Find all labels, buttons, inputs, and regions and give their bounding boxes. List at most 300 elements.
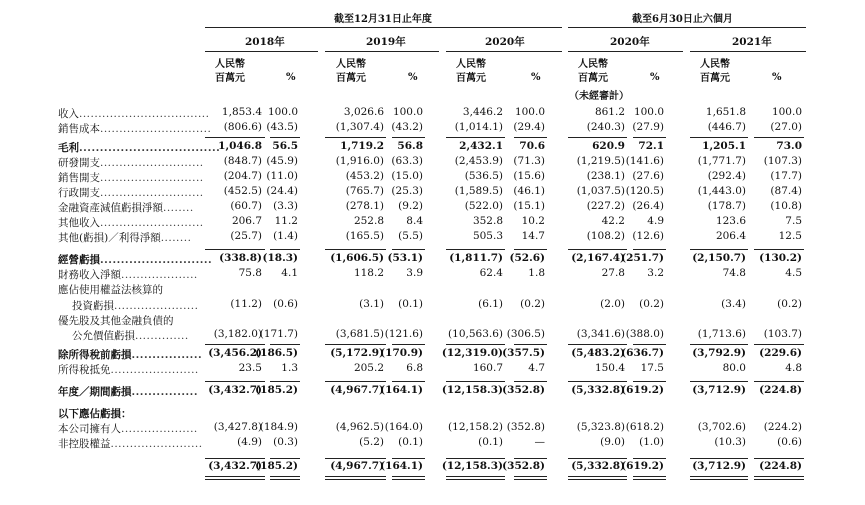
rule-segment: [205, 249, 265, 250]
cell-value: 1,205.1: [702, 140, 746, 152]
cell-value: 14.7: [521, 230, 545, 242]
cell-value: (52.6): [509, 252, 545, 264]
cell-value: (15.1): [513, 200, 545, 212]
cell-value: (10.8): [770, 200, 802, 212]
cell-value: 42.2: [601, 215, 625, 227]
rule-segment: [514, 479, 547, 480]
year-header-2021-h1: 2021年: [732, 36, 772, 48]
cell-value: (4,967.7): [330, 460, 384, 472]
cell-value: (10.3): [714, 436, 746, 448]
table-row: [0, 362, 865, 376]
cell-value: (3,341.6): [576, 328, 625, 340]
rule-segment: [446, 344, 505, 345]
cell-value: 72.1: [638, 140, 664, 152]
cell-value: (292.4): [707, 170, 746, 182]
cell-value: (204.7): [223, 170, 262, 182]
cell-value: (1,307.4): [335, 121, 384, 133]
cell-value: (27.0): [770, 121, 802, 133]
cell-value: (4,967.7): [330, 384, 384, 396]
row-label: 收入..................................: [58, 108, 210, 120]
cell-value: (636.7): [621, 347, 664, 359]
cell-value: (18.3): [262, 252, 298, 264]
cell-value: (186.5): [255, 347, 298, 359]
year-rule-2019: [325, 51, 439, 52]
cell-value: (3,432.7): [208, 460, 262, 472]
cell-value: (0.1): [478, 436, 503, 448]
cell-value: 3,446.2: [462, 106, 503, 118]
row-label: 銷售成本.............................: [58, 123, 212, 135]
cell-value: (5,483.2): [571, 347, 625, 359]
rule-segment: [392, 137, 425, 138]
row-label: 年度／期間虧損................: [58, 386, 198, 398]
cell-value: (130.2): [759, 252, 802, 264]
cell-value: (12,319.0): [441, 347, 503, 359]
cell-value: (3,182.0): [213, 328, 262, 340]
cell-value: (227.2): [586, 200, 625, 212]
cell-value: (0.2): [520, 298, 545, 310]
row-label: 公允價值虧損..............: [72, 330, 189, 342]
cell-value: (164.1): [380, 384, 423, 396]
rule-segment: [754, 479, 804, 480]
table-row: [0, 436, 865, 450]
cell-value: (63.3): [391, 155, 423, 167]
rule-segment: [270, 476, 300, 477]
year-rule-2018: [205, 51, 318, 52]
cell-value: —: [534, 436, 545, 448]
rule-segment: [514, 249, 547, 250]
rule-segment: [754, 381, 804, 382]
row-label: 非控股權益........................: [58, 438, 203, 450]
cell-value: 100.0: [514, 106, 545, 118]
cell-value: (45.9): [266, 155, 298, 167]
rule-segment: [633, 344, 666, 345]
cell-value: (0.2): [777, 298, 802, 310]
cell-value: (352.8): [506, 421, 545, 433]
rule-segment: [633, 381, 666, 382]
cell-value: (121.6): [384, 328, 423, 340]
cell-value: (1,219.5): [576, 155, 625, 167]
cell-value: (1,589.5): [454, 185, 503, 197]
rule-segment: [325, 344, 386, 345]
cell-value: (224.2): [763, 421, 802, 433]
year-rule-2021-h1: [690, 51, 806, 52]
cell-value: (619.2): [621, 384, 664, 396]
rule-segment: [568, 249, 627, 250]
row-label: 其他(虧損)／利得淨額........: [58, 232, 192, 244]
cell-value: 150.4: [594, 362, 625, 374]
table-row: [0, 384, 865, 398]
cell-value: (357.5): [502, 347, 545, 359]
rule-segment: [568, 381, 627, 382]
cell-value: (185.2): [255, 384, 298, 396]
rule-segment: [514, 381, 547, 382]
year-header-2018: 2018年: [245, 36, 285, 48]
cell-value: (53.1): [387, 252, 423, 264]
cell-value: (164.1): [380, 460, 423, 472]
row-label: 除所得稅前虧損.................: [58, 349, 203, 361]
row-label: 銷售開支...........................: [58, 172, 204, 184]
cell-value: (1.0): [639, 436, 664, 448]
cell-value: 3,026.6: [343, 106, 384, 118]
rule-segment: [270, 479, 300, 480]
cell-value: (229.6): [759, 347, 802, 359]
cell-value: (25.3): [391, 185, 423, 197]
cell-value: (24.4): [266, 185, 298, 197]
cell-value: (4.9): [237, 436, 262, 448]
cell-value: (9.0): [600, 436, 625, 448]
row-label: 投資虧損......................: [72, 300, 199, 312]
unit-2021-h1: 人民幣 百萬元: [700, 59, 730, 84]
row-label: 研發開支...........................: [58, 157, 204, 169]
cell-value: 7.5: [785, 215, 802, 227]
rule-segment: [690, 344, 748, 345]
header-six-months: 截至6月30日止六個月: [632, 14, 733, 25]
cell-value: (3.1): [359, 298, 384, 310]
cell-value: (43.5): [266, 121, 298, 133]
cell-value: 1.8: [528, 267, 545, 279]
row-label: 經營虧損...........................: [58, 254, 213, 266]
year-header-2020: 2020年: [485, 36, 525, 48]
rule-segment: [690, 458, 748, 459]
rule-segment: [325, 249, 386, 250]
cell-value: (1.4): [273, 230, 298, 242]
cell-value: (452.5): [223, 185, 262, 197]
cell-value: (352.8): [502, 384, 545, 396]
cell-value: 1,719.2: [340, 140, 384, 152]
rule-segment: [446, 137, 505, 138]
cell-value: (17.7): [770, 170, 802, 182]
cell-value: (71.3): [513, 155, 545, 167]
cell-value: (352.8): [502, 460, 545, 472]
rule-segment: [568, 458, 627, 459]
cell-value: (26.4): [632, 200, 664, 212]
cell-value: (1,443.0): [697, 185, 746, 197]
unit-2020-h1: 人民幣 百萬元: [578, 59, 608, 84]
cell-value: 505.3: [472, 230, 503, 242]
cell-value: (3,792.9): [692, 347, 746, 359]
cell-value: (338.8): [219, 252, 262, 264]
rule-segment: [633, 479, 666, 480]
rule-segment: [633, 137, 666, 138]
cell-value: 206.4: [715, 230, 746, 242]
cell-value: 2,432.1: [459, 140, 503, 152]
cell-value: 4.1: [281, 267, 298, 279]
rule-segment: [392, 458, 425, 459]
cell-value: (224.8): [759, 384, 802, 396]
cell-value: (29.4): [513, 121, 545, 133]
cell-value: (12,158.3): [441, 384, 503, 396]
cell-value: (2,150.7): [692, 252, 746, 264]
cell-value: 160.7: [472, 362, 503, 374]
cell-value: (0.2): [639, 298, 664, 310]
cell-value: 27.8: [601, 267, 625, 279]
cell-value: 23.5: [238, 362, 262, 374]
cell-value: 75.8: [238, 267, 262, 279]
table-row: [0, 282, 865, 296]
cell-value: (141.6): [625, 155, 664, 167]
table-row: [0, 170, 865, 184]
row-label: 毛利..................................: [58, 142, 221, 154]
cell-value: (806.6): [223, 121, 262, 133]
rule-segment: [446, 249, 505, 250]
cell-value: (2,453.9): [454, 155, 503, 167]
year-rule-2020-h1: [568, 51, 683, 52]
cell-value: (238.1): [586, 170, 625, 182]
year-header-2019: 2019年: [366, 36, 406, 48]
cell-value: (0.6): [273, 298, 298, 310]
rule-segment: [270, 381, 300, 382]
cell-value: 861.2: [594, 106, 625, 118]
cell-value: (15.0): [391, 170, 423, 182]
row-label: 其他收入...........................: [58, 217, 204, 229]
rule-segment: [205, 476, 265, 477]
table-row: [0, 200, 865, 214]
rule-segment: [754, 344, 804, 345]
rule-segment: [754, 137, 804, 138]
row-label: 行政開支...........................: [58, 187, 204, 199]
cell-value: (522.0): [464, 200, 503, 212]
cell-value: (107.3): [763, 155, 802, 167]
cell-value: (240.3): [586, 121, 625, 133]
cell-value: (87.4): [770, 185, 802, 197]
cell-value: (3.4): [721, 298, 746, 310]
cell-value: (5.2): [359, 436, 384, 448]
cell-value: 73.0: [776, 140, 802, 152]
cell-value: (165.5): [345, 230, 384, 242]
cell-value: (536.5): [464, 170, 503, 182]
rule-segment: [392, 479, 425, 480]
table-row: [0, 347, 865, 361]
cell-value: (453.2): [345, 170, 384, 182]
rule-segment: [754, 476, 804, 477]
cell-value: (4,962.5): [335, 421, 384, 433]
cell-value: (43.2): [391, 121, 423, 133]
row-label: 所得稅抵免.......................: [58, 364, 199, 376]
cell-value: (0.1): [398, 298, 423, 310]
cell-value: (5,172.9): [330, 347, 384, 359]
cell-value: 4.5: [785, 267, 802, 279]
year-header-2020-h1: 2020年: [610, 36, 650, 48]
cell-value: 118.2: [353, 267, 384, 279]
cell-value: (25.7): [230, 230, 262, 242]
cell-value: 70.6: [519, 140, 545, 152]
rule-segment: [633, 458, 666, 459]
table-row: [0, 185, 865, 199]
cell-value: (1,713.6): [697, 328, 746, 340]
rule-segment: [568, 137, 627, 138]
cell-value: (3,456.2): [208, 347, 262, 359]
cell-value: (1,771.7): [697, 155, 746, 167]
pct-2020-h1: %: [650, 72, 660, 83]
rule-segment: [514, 476, 547, 477]
cell-value: 3.9: [406, 267, 423, 279]
rule-segment: [392, 249, 425, 250]
cell-value: (185.2): [255, 460, 298, 472]
header-rule-year: [205, 27, 562, 28]
table-row: [0, 121, 865, 135]
header-rule-six: [568, 27, 806, 28]
cell-value: 6.8: [406, 362, 423, 374]
table-row: [0, 460, 865, 474]
rule-segment: [754, 249, 804, 250]
cell-value: (1,014.1): [454, 121, 503, 133]
cell-value: (2,167.4): [571, 252, 625, 264]
cell-value: 4.7: [528, 362, 545, 374]
cell-value: (5,332.8): [571, 384, 625, 396]
cell-value: (848.7): [223, 155, 262, 167]
rule-segment: [690, 381, 748, 382]
cell-value: (184.9): [259, 421, 298, 433]
cell-value: (170.9): [380, 347, 423, 359]
table-row: [0, 252, 865, 266]
cell-value: (3,712.9): [692, 460, 746, 472]
cell-value: 4.8: [785, 362, 802, 374]
rule-segment: [446, 381, 505, 382]
rule-segment: [325, 381, 386, 382]
rule-segment: [325, 458, 386, 459]
table-row: [0, 298, 865, 312]
cell-value: (3.3): [273, 200, 298, 212]
rule-segment: [754, 458, 804, 459]
cell-value: (60.7): [230, 200, 262, 212]
row-label: 應佔使用權益法核算的: [58, 284, 163, 296]
rule-segment: [568, 476, 627, 477]
rule-segment: [325, 479, 386, 480]
cell-value: (1,037.5): [576, 185, 625, 197]
cell-value: (446.7): [707, 121, 746, 133]
cell-value: (306.5): [506, 328, 545, 340]
cell-value: (3,427.8): [213, 421, 262, 433]
rule-segment: [568, 344, 627, 345]
rule-segment: [270, 458, 300, 459]
cell-value: 205.2: [353, 362, 384, 374]
table-row: [0, 406, 865, 420]
cell-value: (224.8): [759, 460, 802, 472]
cell-value: 100.0: [392, 106, 423, 118]
rule-segment: [446, 458, 505, 459]
cell-value: (0.3): [273, 436, 298, 448]
cell-value: 100.0: [267, 106, 298, 118]
cell-value: 1,046.8: [218, 140, 262, 152]
rule-segment: [514, 344, 547, 345]
cell-value: (9.2): [398, 200, 423, 212]
rule-segment: [392, 476, 425, 477]
cell-value: 3.2: [647, 267, 664, 279]
header-year-ended: 截至12月31日止年度: [334, 14, 432, 25]
unaudited-note: （未經審計）: [569, 91, 629, 102]
cell-value: (178.7): [707, 200, 746, 212]
rule-segment: [514, 458, 547, 459]
cell-value: (765.7): [345, 185, 384, 197]
cell-value: (3,681.5): [335, 328, 384, 340]
rule-segment: [446, 479, 505, 480]
cell-value: 100.0: [633, 106, 664, 118]
rule-segment: [568, 479, 627, 480]
cell-value: (0.6): [777, 436, 802, 448]
table-row: [0, 267, 865, 281]
row-label: 本公司擁有人....................: [58, 423, 198, 435]
cell-value: (278.1): [345, 200, 384, 212]
rule-segment: [633, 476, 666, 477]
cell-value: (1,916.0): [335, 155, 384, 167]
rule-segment: [392, 344, 425, 345]
cell-value: (27.6): [632, 170, 664, 182]
cell-value: 1.3: [281, 362, 298, 374]
cell-value: (10,563.6): [448, 328, 503, 340]
rule-segment: [690, 249, 748, 250]
cell-value: 252.8: [353, 215, 384, 227]
table-row: [0, 328, 865, 342]
table-row: [0, 155, 865, 169]
cell-value: (619.2): [621, 460, 664, 472]
rule-segment: [270, 344, 300, 345]
cell-value: (11.2): [230, 298, 262, 310]
cell-value: (5.5): [398, 230, 423, 242]
rule-segment: [633, 249, 666, 250]
pct-2019: %: [408, 72, 418, 83]
table-row: [0, 313, 865, 327]
unit-2020: 人民幣 百萬元: [456, 59, 486, 84]
rule-segment: [205, 137, 265, 138]
cell-value: (251.7): [621, 252, 664, 264]
year-rule-2020: [446, 51, 562, 52]
table-row: [0, 215, 865, 229]
rule-segment: [690, 476, 748, 477]
rule-segment: [325, 476, 386, 477]
cell-value: 206.7: [231, 215, 262, 227]
rule-segment: [270, 249, 300, 250]
cell-value: 620.9: [592, 140, 625, 152]
cell-value: (108.2): [586, 230, 625, 242]
rule-segment: [392, 381, 425, 382]
cell-value: 123.6: [715, 215, 746, 227]
rule-segment: [514, 137, 547, 138]
cell-value: 62.4: [479, 267, 503, 279]
cell-value: (46.1): [513, 185, 545, 197]
cell-value: (3,702.6): [697, 421, 746, 433]
cell-value: (11.0): [266, 170, 298, 182]
table-row: [0, 106, 865, 120]
rule-segment: [270, 137, 300, 138]
cell-value: (12,158.3): [441, 460, 503, 472]
cell-value: (3,432.7): [208, 384, 262, 396]
rule-segment: [325, 137, 386, 138]
cell-value: 1,651.8: [705, 106, 746, 118]
cell-value: (15.6): [513, 170, 545, 182]
cell-value: 4.9: [647, 215, 664, 227]
cell-value: (618.2): [625, 421, 664, 433]
cell-value: (5,323.8): [576, 421, 625, 433]
cell-value: (3,712.9): [692, 384, 746, 396]
unit-2018: 人民幣 百萬元: [215, 59, 245, 84]
rule-segment: [205, 381, 265, 382]
row-label: 以下應佔虧損：: [58, 408, 132, 420]
rule-segment: [205, 458, 265, 459]
cell-value: (1,811.7): [449, 252, 503, 264]
cell-value: (12,158.2): [448, 421, 503, 433]
cell-value: (164.0): [384, 421, 423, 433]
cell-value: (103.7): [763, 328, 802, 340]
table-row: [0, 140, 865, 154]
rule-segment: [690, 479, 748, 480]
cell-value: 352.8: [472, 215, 503, 227]
cell-value: 11.2: [274, 215, 298, 227]
cell-value: 10.2: [521, 215, 545, 227]
cell-value: (2.0): [600, 298, 625, 310]
cell-value: (120.5): [625, 185, 664, 197]
unit-2019: 人民幣 百萬元: [336, 59, 366, 84]
pct-2018: %: [286, 72, 296, 83]
